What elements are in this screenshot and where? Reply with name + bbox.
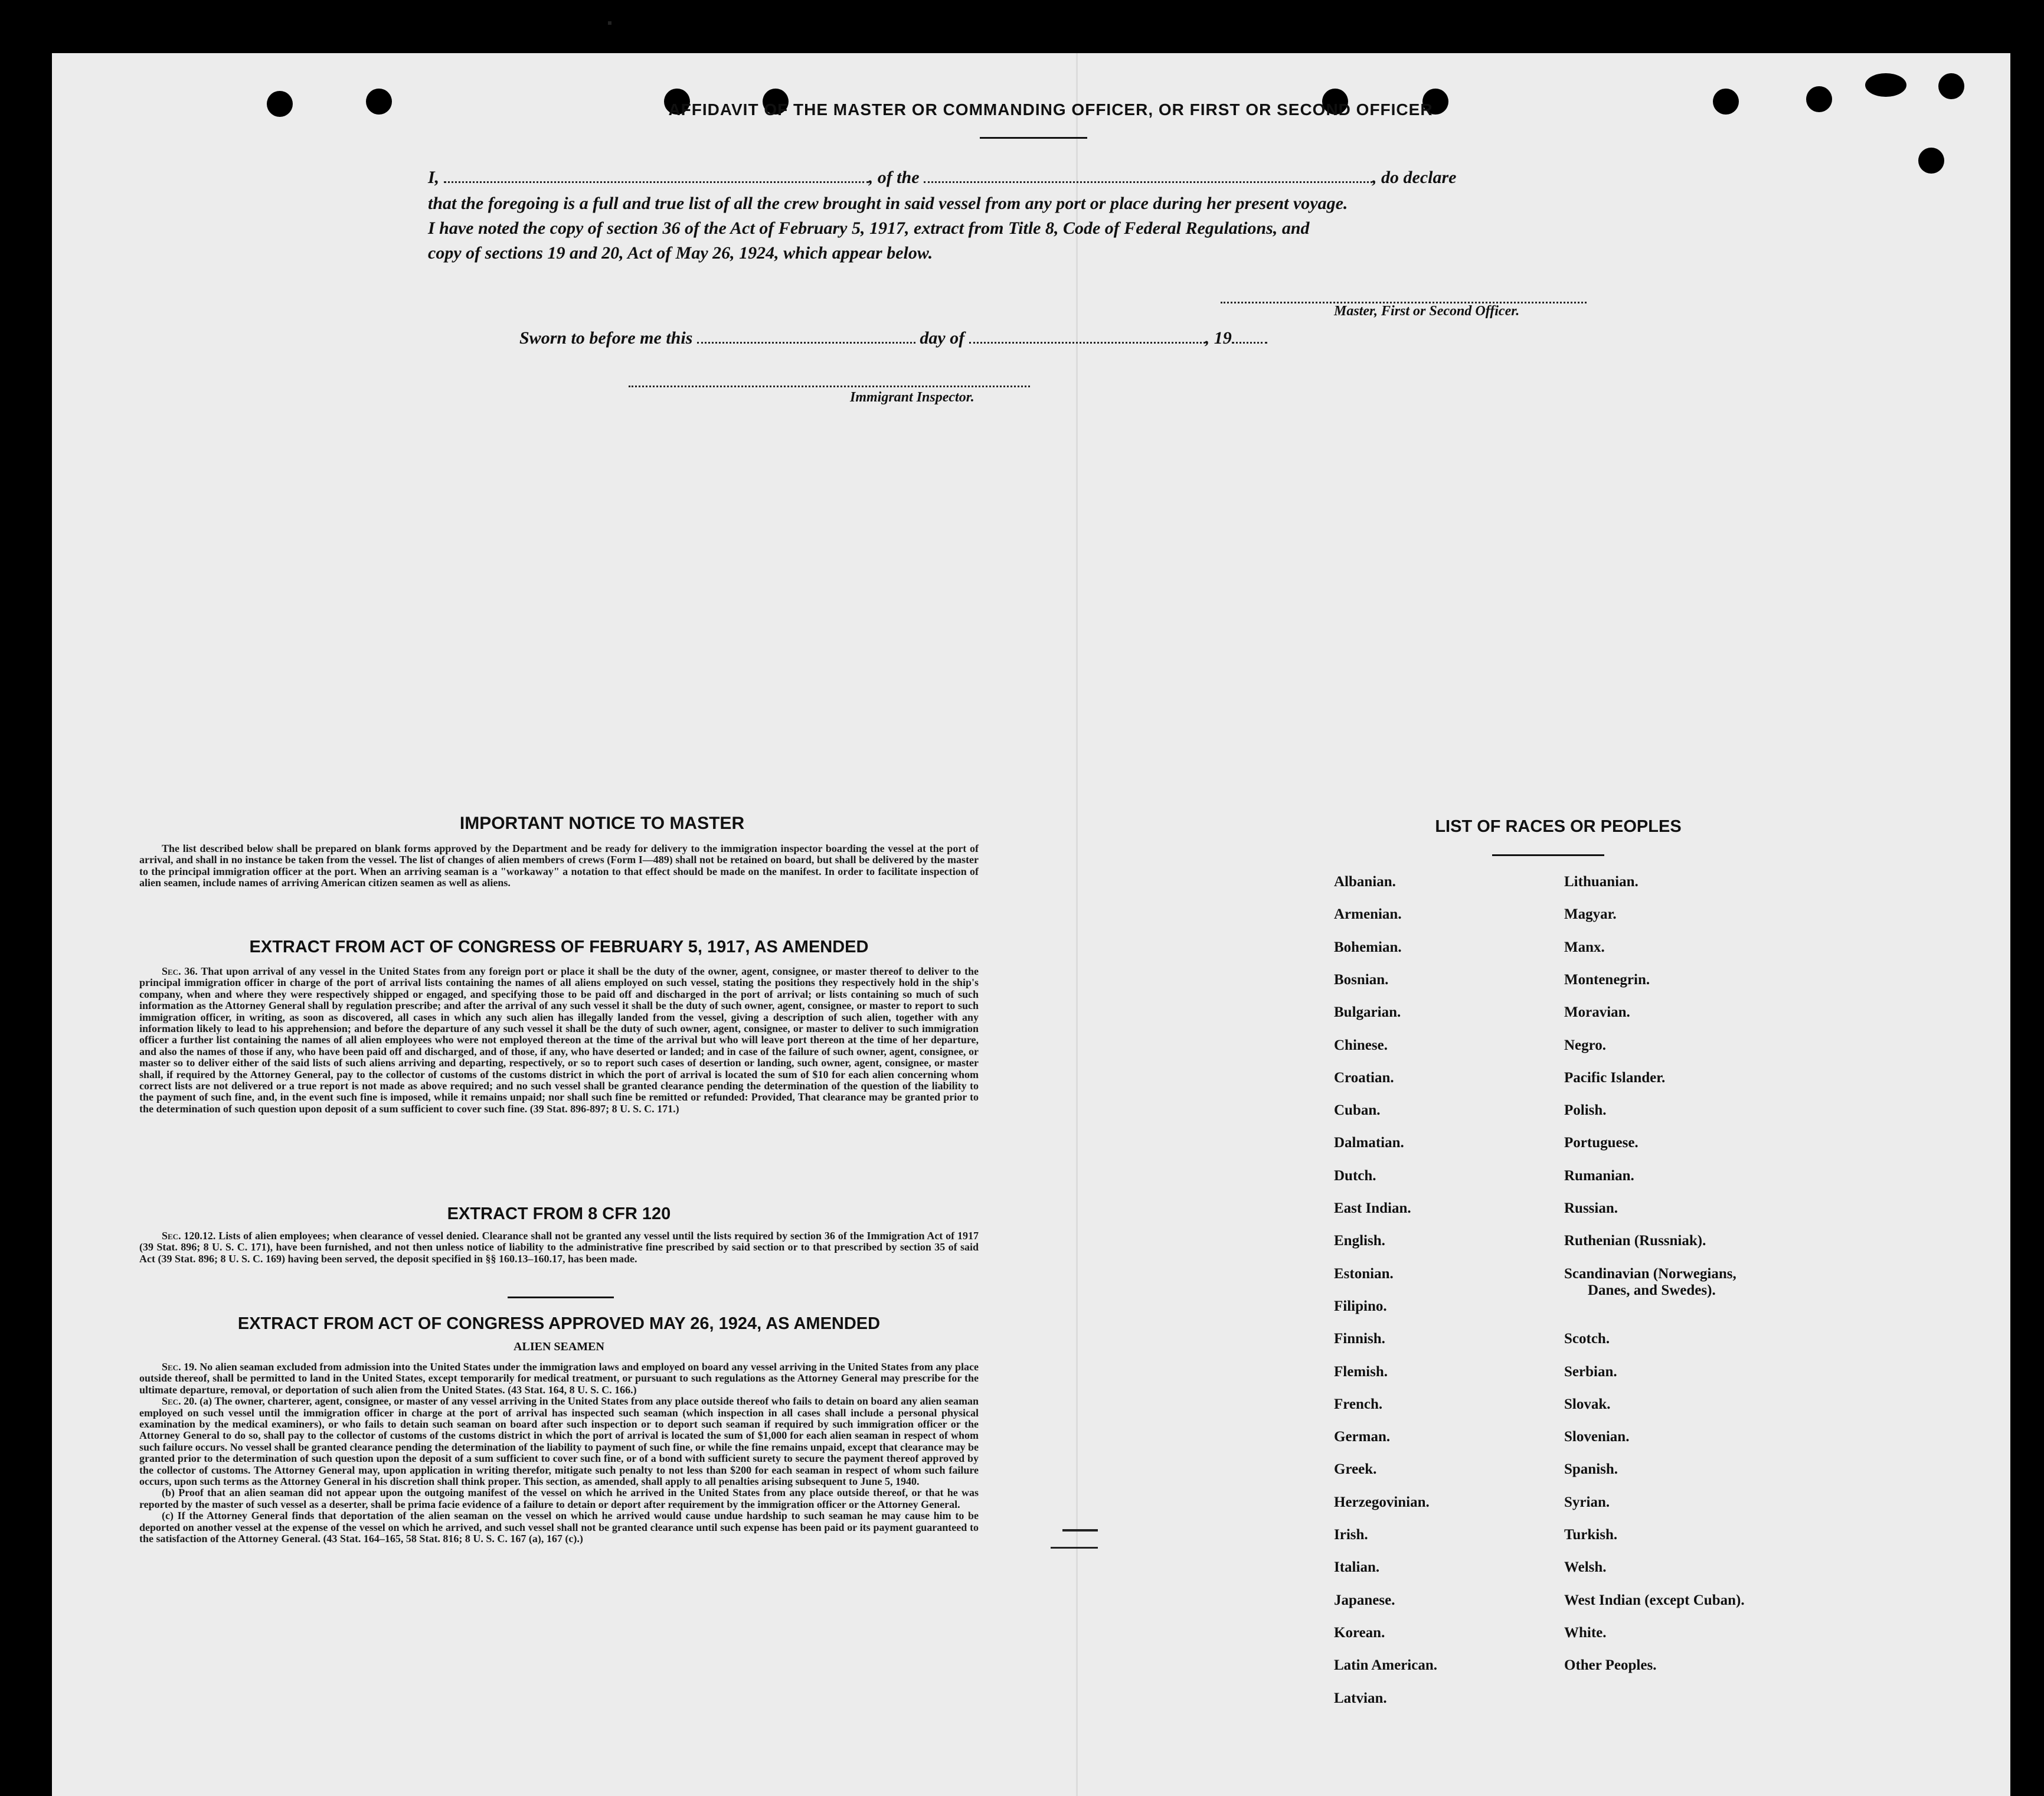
sworn-year-blank[interactable] xyxy=(1232,326,1267,344)
race-item-left: Italian. xyxy=(1334,1559,1380,1576)
race-item-right: Montenegrin. xyxy=(1564,971,1650,988)
punch-hole xyxy=(1865,73,1906,97)
race-item-right: Other Peoples. xyxy=(1564,1657,1657,1674)
race-item-left: Albanian. xyxy=(1334,874,1396,890)
race-item-left: Cuban. xyxy=(1334,1102,1381,1119)
punch-hole xyxy=(1713,89,1739,115)
extract-cfr-body xyxy=(139,1230,979,1265)
page-fold xyxy=(1076,53,1078,1796)
race-item-right: Rumanian. xyxy=(1564,1167,1634,1184)
race-item-right-continued: Danes, and Swedes). xyxy=(1588,1282,1716,1298)
race-item-left: Bulgarian. xyxy=(1334,1004,1401,1021)
affidavit-of-the: , of the xyxy=(868,168,920,187)
race-item-right: Lithuanian. xyxy=(1564,874,1639,890)
title-rule xyxy=(980,137,1087,139)
races-rule xyxy=(1492,854,1604,856)
cfr-rule xyxy=(508,1297,614,1298)
race-item-right: Slovenian. xyxy=(1564,1429,1630,1445)
race-item-right: Serbian. xyxy=(1564,1363,1617,1380)
sec-20b-text: (b) Proof that an alien seaman did not appear upon the outgoing manifest of the vessel on which he arrived in the United States from any place outside thereof, or that he was reported by the master of such vessel as a deserter, shall be prima facie evidence of a failure to detain or deport after requirement by the immigration officer or the Attorney General. xyxy=(139,1487,979,1510)
sworn-day-blank[interactable] xyxy=(697,326,915,344)
race-item-right: Spanish. xyxy=(1564,1461,1618,1478)
race-item-right: Moravian. xyxy=(1564,1004,1630,1021)
race-item-right: Ruthenian (Russniak). xyxy=(1564,1233,1706,1249)
sec-20c-text: (c) If the Attorney General finds that deportation of the alien seaman on the vessel on which he arrived would cause undue hardship to such seaman he may cause him to be deported on another vessel at the expense of the vessel on which he arrived, and such vessel shall not be granted clearance until such expense has been paid or its payment guaranteed to the satisfaction of the Attorney General. (43 Stat. 164–165, 58 Stat. 816; 8 U. S. C. 167 (a), 167 (c).) xyxy=(139,1510,979,1545)
affidavit-line-2: that the foregoing is a full and true list of all the crew brought in said vessel from any port or place during her present voyage. xyxy=(428,194,1348,213)
race-item-left: French. xyxy=(1334,1396,1383,1412)
extract-1924-title: EXTRACT FROM ACT OF CONGRESS APPROVED MAY 26, 1924, AS AMENDED xyxy=(237,1314,881,1333)
inspector-label: Immigrant Inspector. xyxy=(850,390,974,405)
race-item-left: Dutch. xyxy=(1334,1167,1376,1184)
scan-speck xyxy=(608,21,611,25)
race-item-left: Irish. xyxy=(1334,1527,1368,1543)
race-item-left: East Indian. xyxy=(1334,1200,1411,1216)
affidavit-line-3: I have noted the copy of section 36 of the Act of February 5, 1917, extract from Title 8, Code of Federal Regulations, and xyxy=(428,218,1310,238)
race-item-right: West Indian (except Cuban). xyxy=(1564,1592,1745,1608)
race-item-left: Chinese. xyxy=(1334,1037,1388,1053)
race-item-right: Slovak. xyxy=(1564,1396,1611,1412)
affidavit-i: I, xyxy=(428,168,440,187)
affidavit-declare: , do declare xyxy=(1372,168,1457,187)
race-item-left: Dalmatian. xyxy=(1334,1135,1404,1151)
notice-body xyxy=(139,843,979,889)
race-item-right: Polish. xyxy=(1564,1102,1607,1119)
race-item-left: Filipino. xyxy=(1334,1298,1387,1314)
race-item-left: Armenian. xyxy=(1334,906,1402,923)
affidavit-line-1 xyxy=(428,165,1591,190)
race-item-right: Russian. xyxy=(1564,1200,1618,1216)
sworn-line xyxy=(519,326,1405,351)
race-item-right: Manx. xyxy=(1564,939,1605,955)
race-item-right: Turkish. xyxy=(1564,1527,1618,1543)
sec-19-label: Sec. 19. xyxy=(162,1361,197,1373)
sworn-day-of: day of xyxy=(920,328,965,348)
race-item-left: German. xyxy=(1334,1429,1391,1445)
race-item-right: Scotch. xyxy=(1564,1331,1610,1347)
alien-seamen-subtitle: ALIEN SEAMEN xyxy=(514,1340,604,1353)
punch-hole xyxy=(267,91,293,117)
notice-paragraph: The list described below shall be prepared on blank forms approved by the Department and be ready for delivery to the immigration inspector boarding the vessel at the port of arrival, and shall in no instance be taken from the vessel. The list of changes of alien members of crews (Form I—489) shall not be retained on board, but shall be delivered by the master to the principal immigration officer at the port. When an arriving seaman is a "workaway" a notation to that effect should be made on the manifest. In order to facilitate inspection of alien seamen, include names of arriving American citizen seamen as well as aliens. xyxy=(139,843,979,889)
sec-19-text: No alien seaman excluded from admission into the United States under the immigration laws and employed on board any vessel arriving in the United States from any place outside thereof, shall be permitted to land in the United States, except temporarily for medical treatment, or pursuant to such regulations as the Attorney General may prescribe for the ultimate departure, removal, or deportation of such alien from the United States. (43 Stat. 164, 8 U. S. C. 166.) xyxy=(139,1361,979,1396)
race-item-right: Pacific Islander. xyxy=(1564,1069,1666,1086)
race-item-left: Greek. xyxy=(1334,1461,1377,1478)
race-item-left: Finnish. xyxy=(1334,1331,1385,1347)
vessel-blank[interactable] xyxy=(924,166,1372,183)
race-item-right: Scandinavian (Norwegians, xyxy=(1564,1265,1736,1282)
race-item-left: Korean. xyxy=(1334,1624,1385,1641)
master-label: Master, First or Second Officer. xyxy=(1334,303,1520,319)
sec-120-label: Sec. 120.12. xyxy=(162,1230,216,1242)
race-item-right: Syrian. xyxy=(1564,1494,1610,1510)
race-item-left: Latvian. xyxy=(1334,1690,1387,1706)
scan-speck xyxy=(1062,1529,1098,1532)
sec-36-text: That upon arrival of any vessel in the United States from any foreign port or place it shall be the duty of the owner, agent, consignee, or master thereof to deliver to the principal immigration officer in charge of the port of arrival lists containing the names of all aliens employed on such vessel, stating the positions they respectively hold in the ship's company, when and where they were respectively shipped or engaged, and specifying those to be paid off and discharged in the port of arrival; or lists containing so much of such information as the Attorney General shall by regulation prescribe; and after the arrival of any such vessel it shall be the duty of such owner, agent, consignee, or master to report to such immigration officer, in writing, as soon as discovered, all cases in which any such alien has illegally landed from the vessel, giving a description of such alien, together with any information likely to lead to his apprehension; and before the departure of any such vessel it shall be the duty of such owner, agent, consignee, or master to deliver to such immigration officer a further list containing the names of all alien employees who were not employed thereon at the time of the arrival but who will leave port thereon at the time of her departure, and also the names of those if any, who have been paid off and discharged, and of those, if any, who have deserted or landed; and in case of the failure of such owner, agent, consignee, or master so to deliver either of the said lists of such aliens arriving and departing, respectively, or so to report such cases of desertion or landing, such owner, agent, consignee, or master shall, if required by the Attorney General, pay to the collector of customs of the customs district in which the port of arrival is located the sum of $10 for each alien concerning whom correct lists are not delivered or a true report is not made as above required; and no such vessel shall be granted clearance pending the determination of the question of the liability to the payment of such fine, and, in the event such fine is imposed, while it remains unpaid; nor shall such fine be remitted or refunded: Provided, That clearance may be granted prior to the determination of such question upon deposit of a sum sufficient to cover such fine. (39 Stat. 896-897; 8 U. S. C. 171.) xyxy=(139,965,979,1115)
races-title: LIST OF RACES OR PEOPLES xyxy=(1435,817,1682,836)
scan-speck xyxy=(1051,1547,1098,1549)
punch-hole xyxy=(1938,73,1964,99)
extract-cfr-title: EXTRACT FROM 8 CFR 120 xyxy=(447,1204,671,1223)
sec-20a-text: (a) The owner, charterer, agent, consignee, or master of any vessel arriving in the United States from any place outside thereof who fails to detain on board any alien seaman employed on such vessel until the immigration officer in charge at the port of arrival has inspected such seaman (which inspection in all cases shall include a personal physical examination by the medical examiners), or who fails to detain such seaman on board after such inspection or to deport such seaman if required by such immigration officer or the Attorney General to do so, shall pay to the collector of customs of the customs district in which the port of arrival is located the sum of $1,000 for each alien seaman in respect of whom such failure occurs. No vessel shall be granted clearance pending the determination of the liability to payment of such fine, or while the fine remains unpaid, except that clearance may be granted prior to the determination of such question upon the deposit of a sum sufficient to cover such fine, or of a bond with sufficient surety to secure the payment thereof approved by the collector of customs. The Attorney General may, upon application in writing therefor, mitigate such penalty to not less than $200 for each seaman in respect of whom such failure occurs, upon such terms as the Attorney General in his discretion shall think proper. This section, as amended, shall apply to all penalties arising subsequent to June 5, 1940. xyxy=(139,1395,979,1488)
race-item-right: Portuguese. xyxy=(1564,1135,1639,1151)
extract-1924-body xyxy=(139,1361,979,1545)
sec-120-text: Lists of alien employees; when clearance of vessel denied. Clearance shall not be granted any vessel until the lists required by section 36 of the Immigration Act of 1917 (39 Stat. 896; 8 U. S. C. 171), have been furnished, and not then unless notice of liability to the administrative fine prescribed by said section or to that prescribed by section 35 of said Act (39 Stat. 896; 8 U. S. C. 169) having been served, the deposit specified in §§ 160.13–160.17, has been made. xyxy=(139,1230,979,1265)
extract-1917-body xyxy=(139,966,979,1115)
race-item-left: Latin American. xyxy=(1334,1657,1437,1674)
sworn-month-blank[interactable] xyxy=(969,326,1205,344)
sworn-year: , 19 xyxy=(1205,328,1232,348)
affidavit-line-4: copy of sections 19 and 20, Act of May 26, 1924, which appear below. xyxy=(428,243,933,263)
race-item-left: Flemish. xyxy=(1334,1363,1388,1380)
sec-36-label: Sec. 36. xyxy=(162,965,198,977)
punch-hole xyxy=(366,89,392,115)
race-item-left: Croatian. xyxy=(1334,1069,1394,1086)
inspector-signature-line[interactable] xyxy=(629,384,1030,387)
punch-hole xyxy=(1918,148,1944,174)
race-item-left: Herzegovinian. xyxy=(1334,1494,1430,1510)
race-item-right: White. xyxy=(1564,1624,1607,1641)
race-item-right: Magyar. xyxy=(1564,906,1617,923)
extract-1917-title: EXTRACT FROM ACT OF CONGRESS OF FEBRUARY 5, 1917, AS AMENDED xyxy=(249,938,869,956)
sec-20-label: Sec. 20. xyxy=(162,1395,197,1408)
punch-hole xyxy=(1806,86,1832,112)
race-item-right: Negro. xyxy=(1564,1037,1607,1053)
race-item-left: Bosnian. xyxy=(1334,971,1389,988)
race-item-left: Japanese. xyxy=(1334,1592,1395,1608)
race-item-left: Estonian. xyxy=(1334,1265,1394,1282)
race-item-right: Welsh. xyxy=(1564,1559,1607,1576)
notice-title: IMPORTANT NOTICE TO MASTER xyxy=(459,814,745,833)
race-item-left: Bohemian. xyxy=(1334,939,1402,955)
sworn-text: Sworn to before me this xyxy=(519,328,693,348)
affidavit-title: AFFIDAVIT OF THE MASTER OR COMMANDING OFFICER, OR FIRST OR SECOND OFFICER xyxy=(668,100,1433,119)
name-blank[interactable] xyxy=(444,166,869,183)
race-item-left: English. xyxy=(1334,1233,1385,1249)
